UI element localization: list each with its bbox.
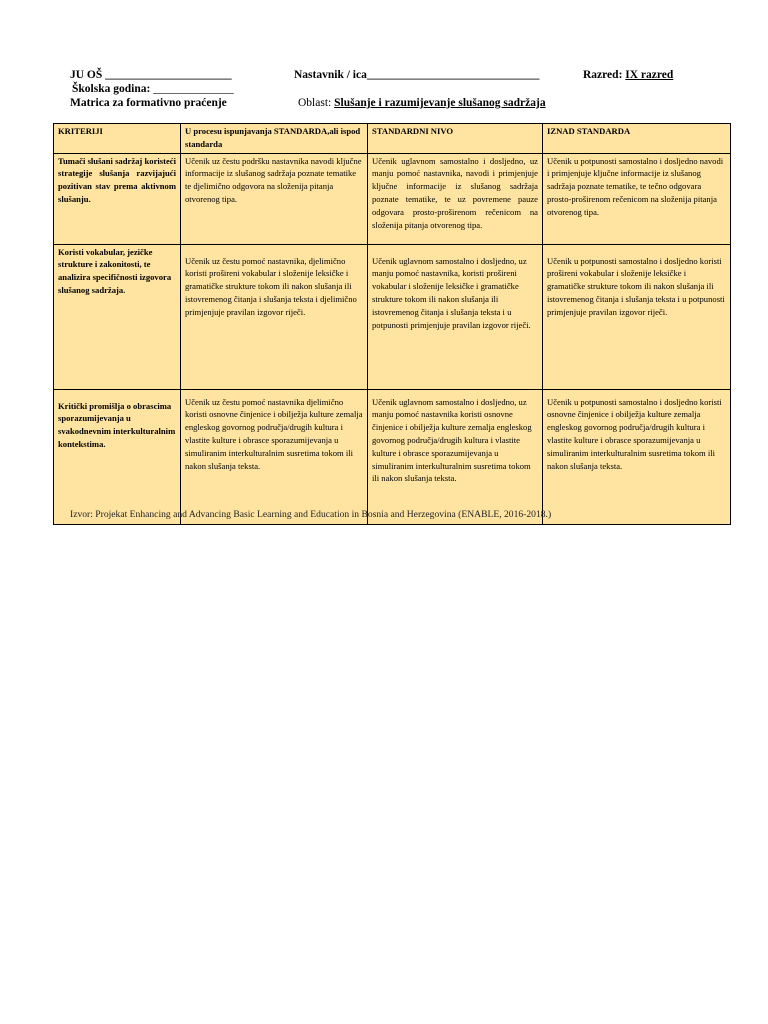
school-field bbox=[70, 69, 232, 81]
table-row bbox=[54, 389, 731, 524]
school-year-label: Školska godina bbox=[72, 83, 147, 95]
teacher-label: Nastavnik / ica bbox=[294, 69, 367, 81]
below-standard-cell: Učenik uz čestu pomoć nastavnika, djelimično koristi prošireni vokabular i složenije leksičke i gramatičke strukture tokom ili nakon slušanja ili istovremenog čitanja i slušanja teksta i djelimično primjenjuje pravilan izgovor riječi. bbox=[181, 244, 368, 389]
area-label: Oblast bbox=[298, 97, 329, 109]
above-standard-cell: Učenik u potpunosti samostalno i dosljedno koristi prošireni vokabular i složenije leksičke i gramatičke strukture tokom ili nakon slušanja ili istovremenog čitanja i slušanja teksta i u potpunosti primjenjuje pravilan izgovor riječi. bbox=[543, 244, 731, 389]
school-year-field: Školska godina: ______________ bbox=[72, 83, 234, 95]
school-year-blank: ______________ bbox=[153, 83, 234, 95]
source-note: Izvor: Projekat Enhancing and Advancing Basic Learning and Education in Bosnia and Herzegovina (ENABLE, 2016-2018.) bbox=[70, 509, 552, 520]
school-label: JU OŠ bbox=[70, 69, 103, 81]
grade-field: Razred: IX razred bbox=[583, 69, 674, 81]
teacher-blank: ______________________________ bbox=[366, 69, 540, 81]
standard-level-cell: Učenik uglavnom samostalno i dosljedno, uz manju pomoć nastavnika koristi osnovne činjenice i obilježja kulture zemalja engleskog govornog područja/drugih kultura i vlastite kulture i obrasce sporazumijevanja u simuliranim interkulturalnim susretima tokom ili nakon slušanja teksta. bbox=[368, 389, 543, 524]
below-standard-cell: Učenik uz čestu podršku nastavnika navodi ključne informacije iz slušanog sadržaja poznate tematike te djelimično odgovora na složenija pitanja otvorenog tipa. bbox=[181, 153, 368, 244]
above-standard-cell: Učenik u potpunosti samostalno i dosljedno navodi i primjenjuje ključne informacije iz slušanog sadržaja poznate tematike, te tečno odgovara prosto-proširenom rečenicom na složenija pitanja otvorenog tipa. bbox=[543, 153, 731, 244]
school-blank: ______________________ bbox=[105, 69, 232, 81]
above-standard-cell: Učenik u potpunosti samostalno i dosljedno koristi osnovne činjenice i obilježja kulture zemalja engleskog govornog područja/drugih kultura i vlastite kulture i obrasce sporazumijevanja u simuliranim interkulturalnim susretima tokom ili nakon slušanja teksta. bbox=[543, 389, 731, 524]
header-standard-level: STANDARDNI NIVO bbox=[368, 124, 543, 154]
rubric-table bbox=[53, 123, 731, 525]
standard-level-cell: Učenik uglavnom samostalno i dosljedno, uz manju pomoć nastavnika, koristi prošireni vokabular i složenije leksičke i gramatičke strukture tokom ili nakon slušanja ili istovremenog čitanja i slušanja teksta i u potpunosti primjenjuje pravilan izgovor riječi. bbox=[368, 244, 543, 389]
grade-label: Razred bbox=[583, 69, 619, 81]
standard-level-cell: Učenik uglavnom samostalno i dosljedno, uz manju pomoć nastavnika, navodi i primjenjuje ključne informacije iz slušanog sadržaja poznate tematike, te uz povremene pauze odgovara prosto-proširenom rečenicom na složenija pitanja otvorenog tipa. bbox=[368, 153, 543, 244]
table-row bbox=[54, 153, 731, 244]
header-above-standard: IZNAD STANDARDA bbox=[543, 124, 731, 154]
table-header-row bbox=[54, 124, 731, 154]
area-value: Slušanje i razumijevanje slušanog sadržaja bbox=[334, 97, 546, 109]
header-criteria: KRITERIJI bbox=[54, 124, 181, 154]
matrix-title: Matrica za formativno praćenje bbox=[70, 97, 227, 109]
criterion-cell: Tumači slušani sadržaj koristeći strategije slušanja razvijajući pozitivan stav prema aktivnom slušanju. bbox=[54, 153, 181, 244]
area-field: Oblast: Slušanje i razumijevanje slušanog sadržaja bbox=[298, 97, 546, 109]
header-below-standard: U procesu ispunjavanja STANDARDA,ali ispod standarda bbox=[181, 124, 368, 154]
criterion-cell: Kritički promišlja o obrascima sporazumijevanja u svakodnevnim interkulturalnim kontekstima. bbox=[54, 389, 181, 524]
criterion-cell: Koristi vokabular, jezičke strukture i zakonitosti, te analizira specifičnosti izgovora slušanog sadržaja. bbox=[54, 244, 181, 389]
grade-value: IX razred bbox=[625, 69, 674, 81]
below-standard-cell: Učenik uz čestu pomoć nastavnika djelimično koristi osnovne činjenice i obilježja kulture zemalja engleskog govornog područja/drugih kultura i vlastite kulture i obrasce sporazumijevanja u simuliranim interkulturalnim susretima tokom ili nakon slušanja teksta. bbox=[181, 389, 368, 524]
table-row bbox=[54, 244, 731, 389]
teacher-field bbox=[294, 69, 539, 81]
